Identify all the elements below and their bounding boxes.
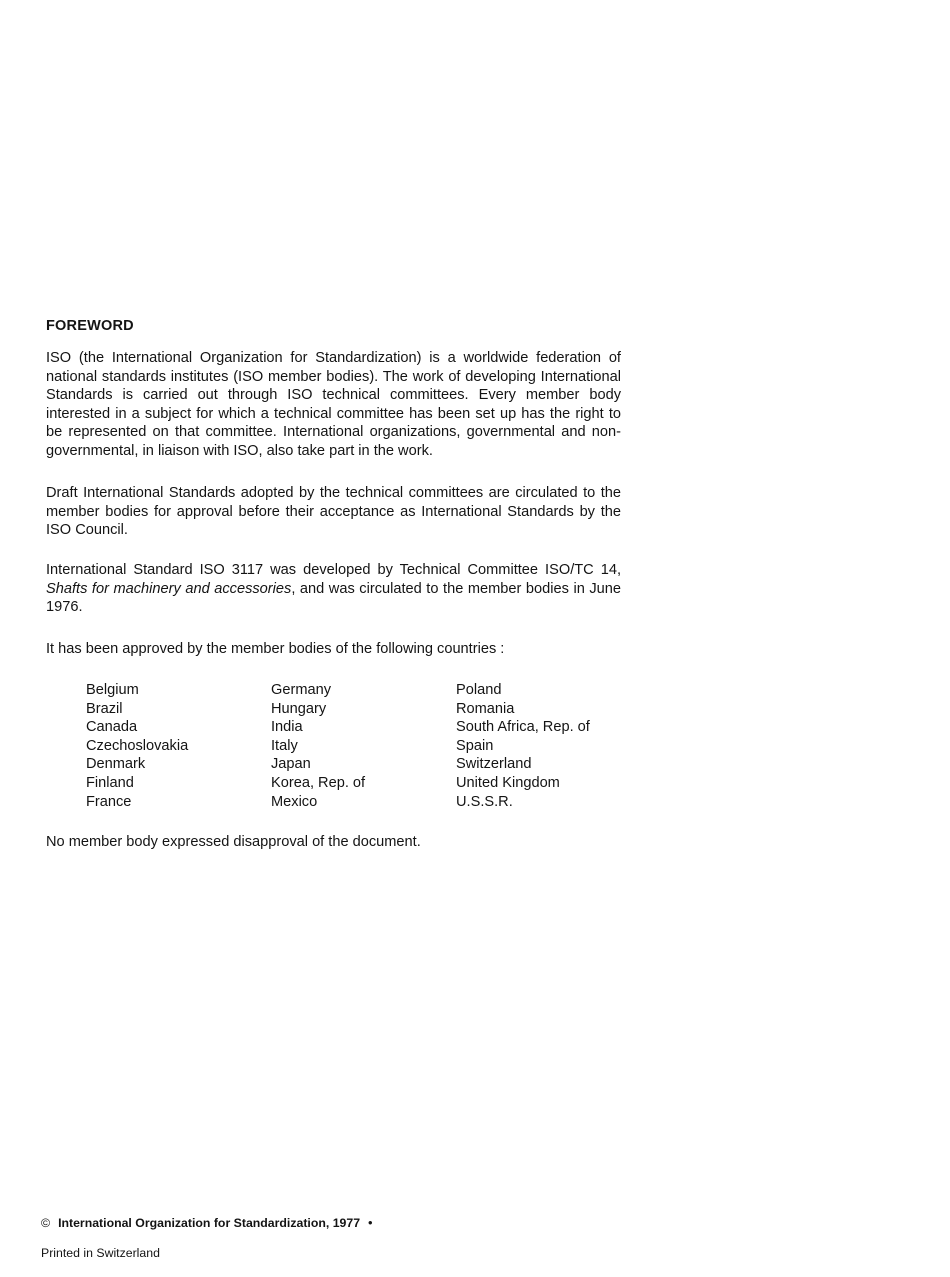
country-item: Canada — [86, 719, 138, 736]
country-item: Mexico — [271, 793, 318, 810]
country-item: Korea, Rep. of — [271, 774, 366, 791]
country-item: India — [271, 719, 303, 736]
country-item: Brazil — [86, 700, 123, 717]
country-item: Germany — [271, 682, 332, 698]
paragraph-3-text-start: International Standard ISO 3117 was developed by Technical Committee ISO/TC 14, — [46, 562, 621, 578]
country-item: Italy — [271, 737, 298, 754]
country-column-3 — [456, 681, 626, 811]
country-column-1 — [86, 681, 271, 811]
country-item: France — [86, 793, 132, 810]
foreword-paragraph-1: ISO (the International Organization for Standardization) is a worldwide federation of national standards institutes (ISO member bodies). The work of developing International Standards is carried out through ISO technical committees. Every member body interested in a subject for which a technical committee has been set up has the right to be represented on that committee. International organizations, governmental and non-governmental, in liaison with ISO, also take part in the work. — [46, 350, 621, 459]
country-item: Czechoslovakia — [86, 737, 189, 754]
foreword-paragraph-3 — [46, 561, 621, 617]
bullet-icon: • — [368, 1216, 373, 1230]
country-item: Denmark — [86, 756, 146, 773]
country-item: Romania — [456, 700, 515, 717]
printed-in-line: Printed in Switzerland — [41, 1246, 160, 1260]
foreword-paragraph-2: Draft International Standards adopted by the technical committees are circulated to the member bodies for approval before their acceptance as International Standards by the ISO Council. — [46, 485, 621, 539]
copyright-text: International Organization for Standardization, 1977 — [58, 1216, 361, 1230]
country-item: Belgium — [86, 682, 139, 698]
copyright-line — [41, 1216, 372, 1230]
country-item: South Africa, Rep. of — [456, 719, 590, 736]
country-item: Spain — [456, 737, 494, 754]
country-item: Switzerland — [456, 756, 532, 773]
country-item: United Kingdom — [456, 774, 560, 791]
disapproval-statement: No member body expressed disapproval of the document. — [46, 834, 421, 850]
country-list — [86, 681, 626, 811]
country-item: Hungary — [271, 700, 327, 717]
country-item: Poland — [456, 682, 502, 698]
country-item: Japan — [271, 756, 311, 773]
country-column-2 — [271, 681, 456, 811]
committee-title: Shafts for machinery and accessories — [46, 580, 292, 597]
copyright-icon: © — [41, 1216, 51, 1230]
approval-statement: It has been approved by the member bodies of the following countries : — [46, 641, 505, 657]
foreword-heading: FOREWORD — [46, 318, 134, 334]
country-item: U.S.S.R. — [456, 793, 513, 810]
paragraph-3-text-end: , and was circulated to the member bodies in June 1976. — [46, 580, 622, 616]
country-item: Finland — [86, 774, 134, 791]
